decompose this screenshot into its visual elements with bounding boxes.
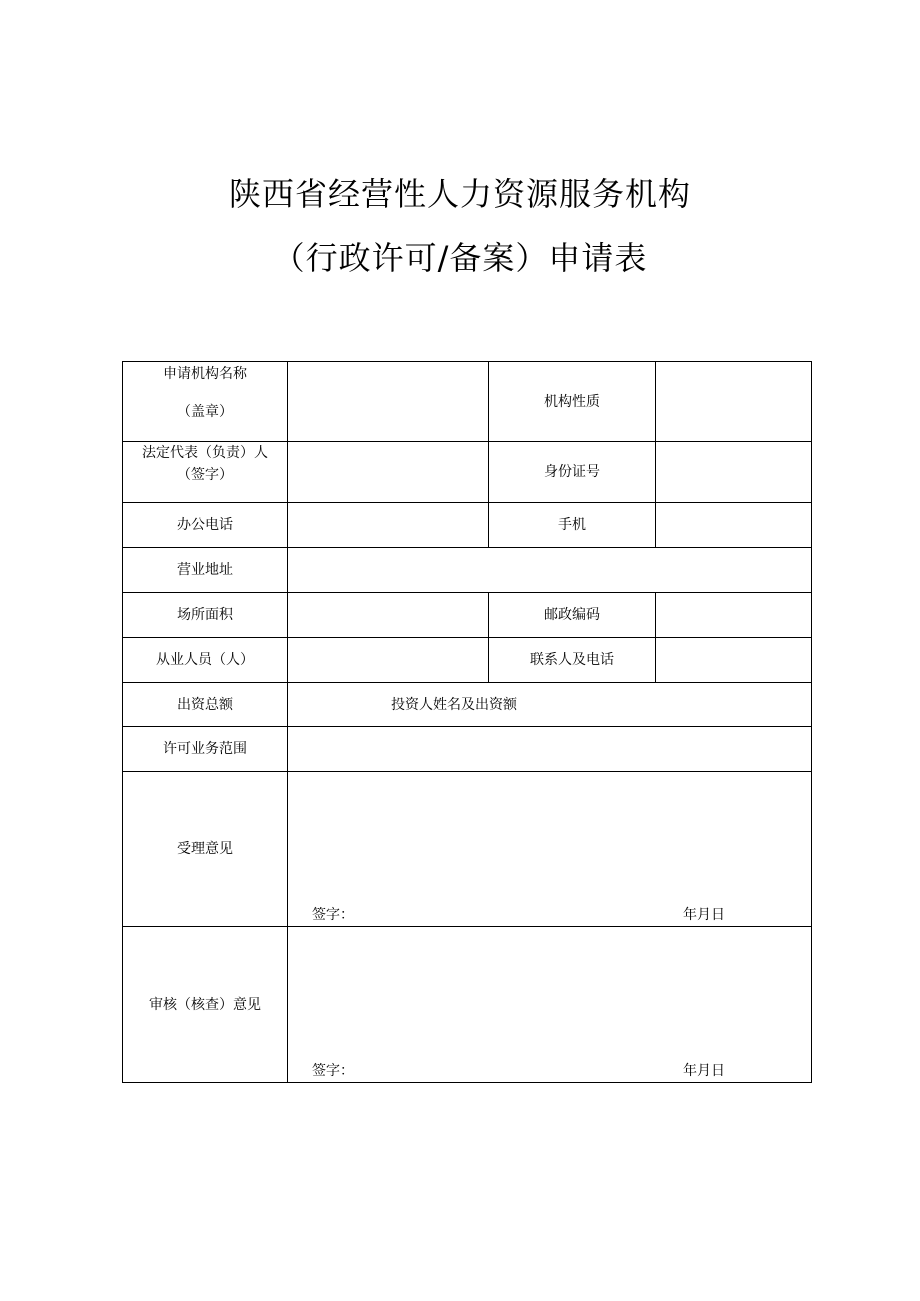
legal-rep-sign-note: （签字）	[177, 467, 233, 483]
contact-input[interactable]	[656, 638, 812, 683]
area-label: 场所面积	[123, 593, 288, 638]
form-title-line-1: 陕西省经营性人力资源服务机构	[228, 175, 691, 213]
acceptance-sign-label: 签字：	[312, 907, 354, 923]
review-date-label: 年月日	[683, 1063, 725, 1079]
table-row	[123, 927, 812, 1083]
investor-label: 投资人姓名及出资额	[391, 696, 517, 713]
capital-investor-input[interactable]	[288, 683, 812, 727]
legal-rep-label: 法定代表（负责）人	[142, 445, 268, 461]
table-row	[123, 772, 812, 927]
review-label: 审核（核查）意见	[123, 927, 288, 1083]
mobile-label: 手机	[489, 503, 656, 548]
form-title-line-2: （行政许可/备案）申请表	[272, 239, 648, 277]
table-row	[123, 503, 812, 548]
review-opinion-input[interactable]	[288, 927, 812, 1083]
review-sign-label: 签字：	[312, 1063, 354, 1079]
scope-label: 许可业务范围	[123, 727, 288, 772]
org-name-input[interactable]	[288, 362, 489, 442]
staff-label: 从业人员（人）	[123, 638, 288, 683]
org-type-input[interactable]	[656, 362, 812, 442]
acceptance-sign-line	[312, 906, 725, 924]
legal-rep-label-cell	[123, 442, 288, 503]
org-name-label: 申请机构名称	[163, 366, 247, 382]
table-row	[123, 442, 812, 503]
postcode-input[interactable]	[656, 593, 812, 638]
acceptance-opinion-input[interactable]	[288, 772, 812, 927]
address-label: 营业地址	[123, 548, 288, 593]
table-row	[123, 638, 812, 683]
org-name-label-cell	[123, 362, 288, 442]
scope-input[interactable]	[288, 727, 812, 772]
id-number-input[interactable]	[656, 442, 812, 503]
legal-rep-input[interactable]	[288, 442, 489, 503]
area-input[interactable]	[288, 593, 489, 638]
acceptance-label: 受理意见	[123, 772, 288, 927]
application-form-table	[122, 361, 812, 1083]
capital-label: 出资总额	[123, 683, 288, 727]
table-row	[123, 362, 812, 442]
acceptance-date-label: 年月日	[683, 907, 725, 923]
address-input[interactable]	[288, 548, 812, 593]
mobile-input[interactable]	[656, 503, 812, 548]
table-row	[123, 548, 812, 593]
org-name-seal-note: （盖章）	[177, 404, 233, 420]
table-row	[123, 593, 812, 638]
contact-label: 联系人及电话	[489, 638, 656, 683]
table-row	[123, 727, 812, 772]
postcode-label: 邮政编码	[489, 593, 656, 638]
review-sign-line	[312, 1062, 725, 1080]
staff-input[interactable]	[288, 638, 489, 683]
id-number-label: 身份证号	[489, 442, 656, 503]
table-row	[123, 683, 812, 727]
office-phone-input[interactable]	[288, 503, 489, 548]
office-phone-label: 办公电话	[123, 503, 288, 548]
org-type-label: 机构性质	[489, 362, 656, 442]
